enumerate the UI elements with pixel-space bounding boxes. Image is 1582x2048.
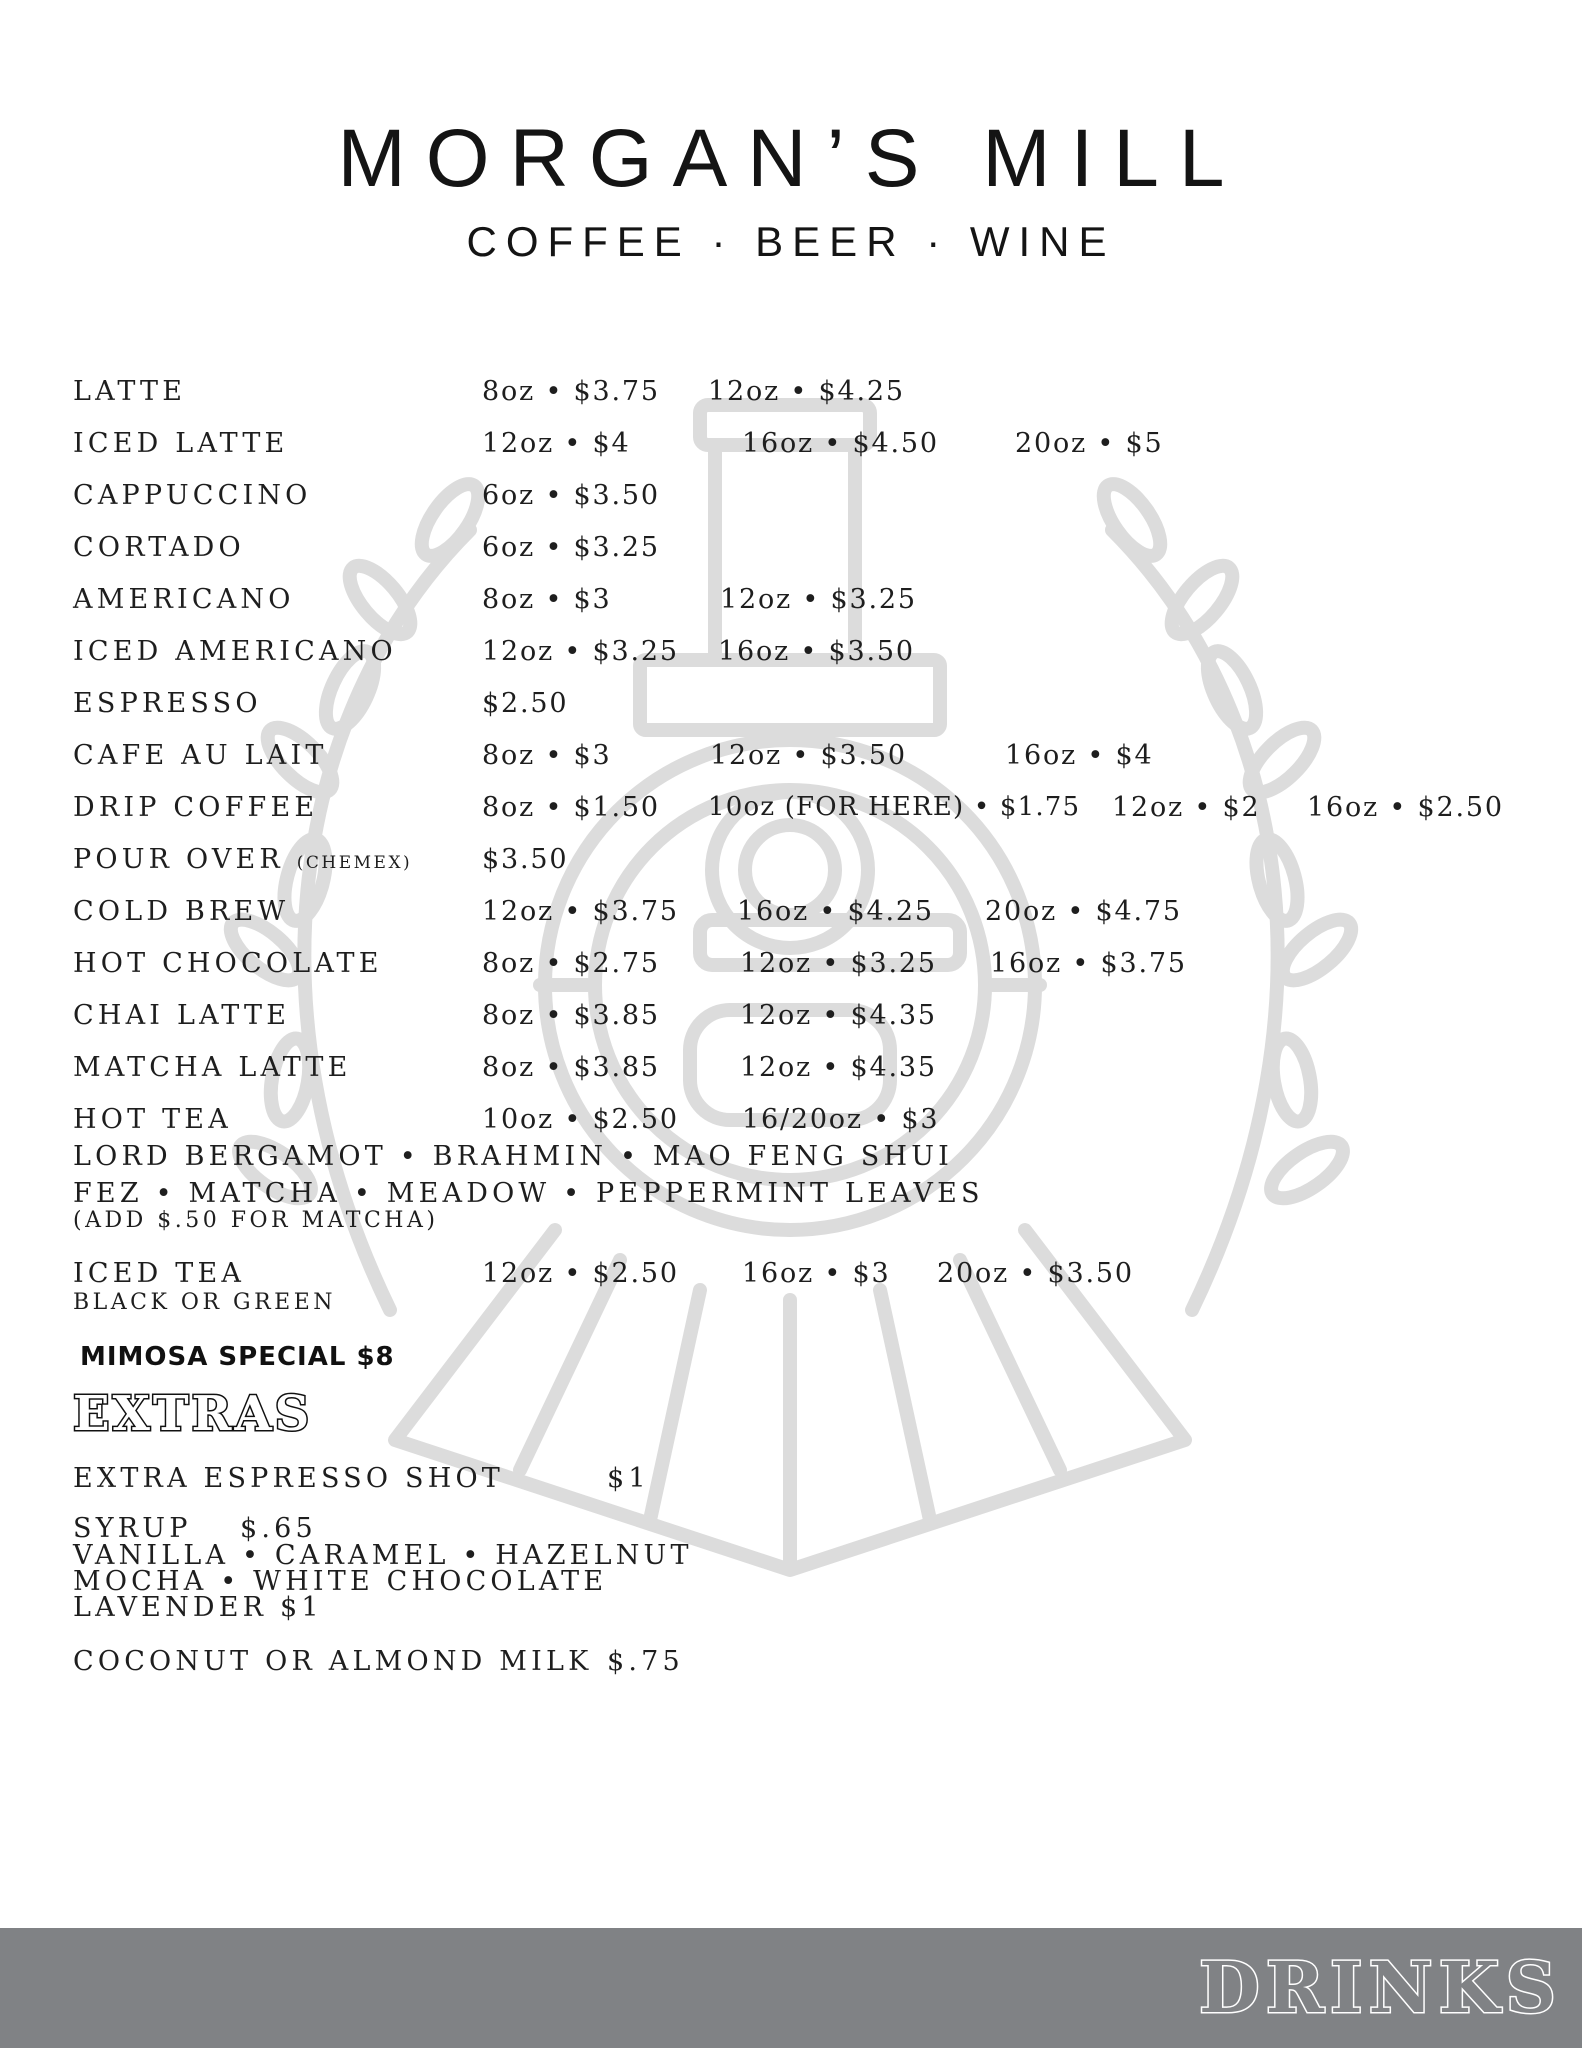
syrup-flavors-line-3: LAVENDER $1 bbox=[73, 1592, 323, 1623]
price-latte-2: 12oz • $4.25 bbox=[708, 376, 905, 407]
price-cafe-au-lait-2: 12oz • $3.50 bbox=[710, 740, 907, 771]
mimosa-special: MIMOSA SPECIAL $8 bbox=[80, 1342, 395, 1372]
price-iced-tea-1: 12oz • $2.50 bbox=[482, 1258, 679, 1289]
syrup-price: $.65 bbox=[240, 1513, 317, 1544]
footer-bar bbox=[0, 1928, 1582, 2048]
price-iced-latte-3: 20oz • $5 bbox=[1015, 428, 1164, 459]
menu-item-cold-brew: COLD BREW bbox=[73, 896, 290, 927]
price-pour-over-1: $3.50 bbox=[482, 844, 569, 875]
page-subtitle: COFFEE · BEER · WINE bbox=[466, 218, 1116, 265]
price-cold-brew-1: 12oz • $3.75 bbox=[482, 896, 679, 927]
price-hot-chocolate-1: 8oz • $2.75 bbox=[482, 948, 660, 979]
menu-item-iced-latte: ICED LATTE bbox=[73, 428, 289, 459]
price-drip-coffee-3: 12oz • $2 bbox=[1112, 792, 1261, 823]
menu-item-cappuccino: CAPPUCCINO bbox=[73, 480, 312, 511]
price-hot-chocolate-2: 12oz • $3.25 bbox=[740, 948, 937, 979]
price-chai-latte-1: 8oz • $3.85 bbox=[482, 1000, 660, 1031]
hot-tea-flavors-line-1: LORD BERGAMOT • BRAHMIN • MAO FENG SHUI bbox=[73, 1141, 954, 1172]
price-iced-americano-2: 16oz • $3.50 bbox=[718, 636, 915, 667]
price-iced-tea-3: 20oz • $3.50 bbox=[937, 1258, 1134, 1289]
milk-alternative-price: $.75 bbox=[607, 1646, 684, 1677]
price-americano-2: 12oz • $3.25 bbox=[720, 584, 917, 615]
menu-item-iced-tea: ICED TEA bbox=[73, 1258, 246, 1289]
page-title: MORGAN’S MILL bbox=[337, 113, 1245, 204]
price-iced-latte-1: 12oz • $4 bbox=[482, 428, 631, 459]
syrup-flavors-line-1: VANILLA • CARAMEL • HAZELNUT bbox=[73, 1540, 693, 1571]
menu-item-iced-americano: ICED AMERICANO bbox=[73, 636, 397, 667]
menu-item-matcha-latte: MATCHA LATTE bbox=[73, 1052, 352, 1083]
price-iced-latte-2: 16oz • $4.50 bbox=[742, 428, 939, 459]
price-drip-coffee-1: 8oz • $1.50 bbox=[482, 792, 660, 823]
menu-item-hot-tea: HOT TEA bbox=[73, 1104, 232, 1135]
extras-heading: EXTRAS bbox=[73, 1386, 313, 1442]
footer-label: DRINKS bbox=[1199, 1946, 1562, 2029]
price-hot-tea-1: 10oz • $2.50 bbox=[482, 1104, 679, 1135]
menu-item-pour-over-label: POUR OVER bbox=[73, 844, 284, 875]
menu-item-americano: AMERICANO bbox=[73, 584, 295, 615]
menu-item-pour-over-note: (CHEMEX) bbox=[296, 853, 413, 873]
price-espresso-1: $2.50 bbox=[482, 688, 569, 719]
price-matcha-latte-2: 12oz • $4.35 bbox=[740, 1052, 937, 1083]
price-cafe-au-lait-1: 8oz • $3 bbox=[482, 740, 612, 771]
iced-tea-note: BLACK OR GREEN bbox=[73, 1290, 337, 1315]
syrup-label: SYRUP bbox=[73, 1513, 192, 1544]
milk-alternative-label: COCONUT OR ALMOND MILK bbox=[73, 1646, 593, 1677]
price-latte-1: 8oz • $3.75 bbox=[482, 376, 660, 407]
price-hot-chocolate-3: 16oz • $3.75 bbox=[990, 948, 1187, 979]
price-cold-brew-2: 16oz • $4.25 bbox=[737, 896, 934, 927]
hot-tea-flavors-line-2: FEZ • MATCHA • MEADOW • PEPPERMINT LEAVES bbox=[73, 1178, 984, 1209]
price-cappuccino-1: 6oz • $3.50 bbox=[482, 480, 660, 511]
price-drip-coffee-2: 10oz (FOR HERE) • $1.75 bbox=[708, 792, 1081, 822]
syrup-flavors-line-2: MOCHA • WHITE CHOCOLATE bbox=[73, 1566, 608, 1597]
menu-item-cortado: CORTADO bbox=[73, 532, 245, 563]
menu-item-chai-latte: CHAI LATTE bbox=[73, 1000, 291, 1031]
extra-espresso-shot-price: $1 bbox=[607, 1463, 650, 1494]
menu-item-pour-over bbox=[73, 846, 412, 873]
price-americano-1: 8oz • $3 bbox=[482, 584, 612, 615]
menu-item-cafe-au-lait: CAFE AU LAIT bbox=[73, 740, 328, 771]
price-cold-brew-3: 20oz • $4.75 bbox=[985, 896, 1182, 927]
hot-tea-matcha-note: (ADD $.50 FOR MATCHA) bbox=[73, 1208, 439, 1233]
price-iced-americano-1: 12oz • $3.25 bbox=[482, 636, 679, 667]
menu-item-latte: LATTE bbox=[73, 376, 187, 407]
price-cortado-1: 6oz • $3.25 bbox=[482, 532, 660, 563]
price-hot-tea-2: 16/20oz • $3 bbox=[742, 1104, 940, 1135]
extra-espresso-shot-label: EXTRA ESPRESSO SHOT bbox=[73, 1463, 504, 1494]
menu-item-espresso: ESPRESSO bbox=[73, 688, 262, 719]
menu-item-drip-coffee: DRIP COFFEE bbox=[73, 792, 319, 823]
menu-item-hot-chocolate: HOT CHOCOLATE bbox=[73, 948, 383, 979]
price-cafe-au-lait-3: 16oz • $4 bbox=[1005, 740, 1154, 771]
price-chai-latte-2: 12oz • $4.35 bbox=[740, 1000, 937, 1031]
price-iced-tea-2: 16oz • $3 bbox=[742, 1258, 891, 1289]
price-drip-coffee-4: 16oz • $2.50 bbox=[1307, 792, 1504, 823]
price-matcha-latte-1: 8oz • $3.85 bbox=[482, 1052, 660, 1083]
